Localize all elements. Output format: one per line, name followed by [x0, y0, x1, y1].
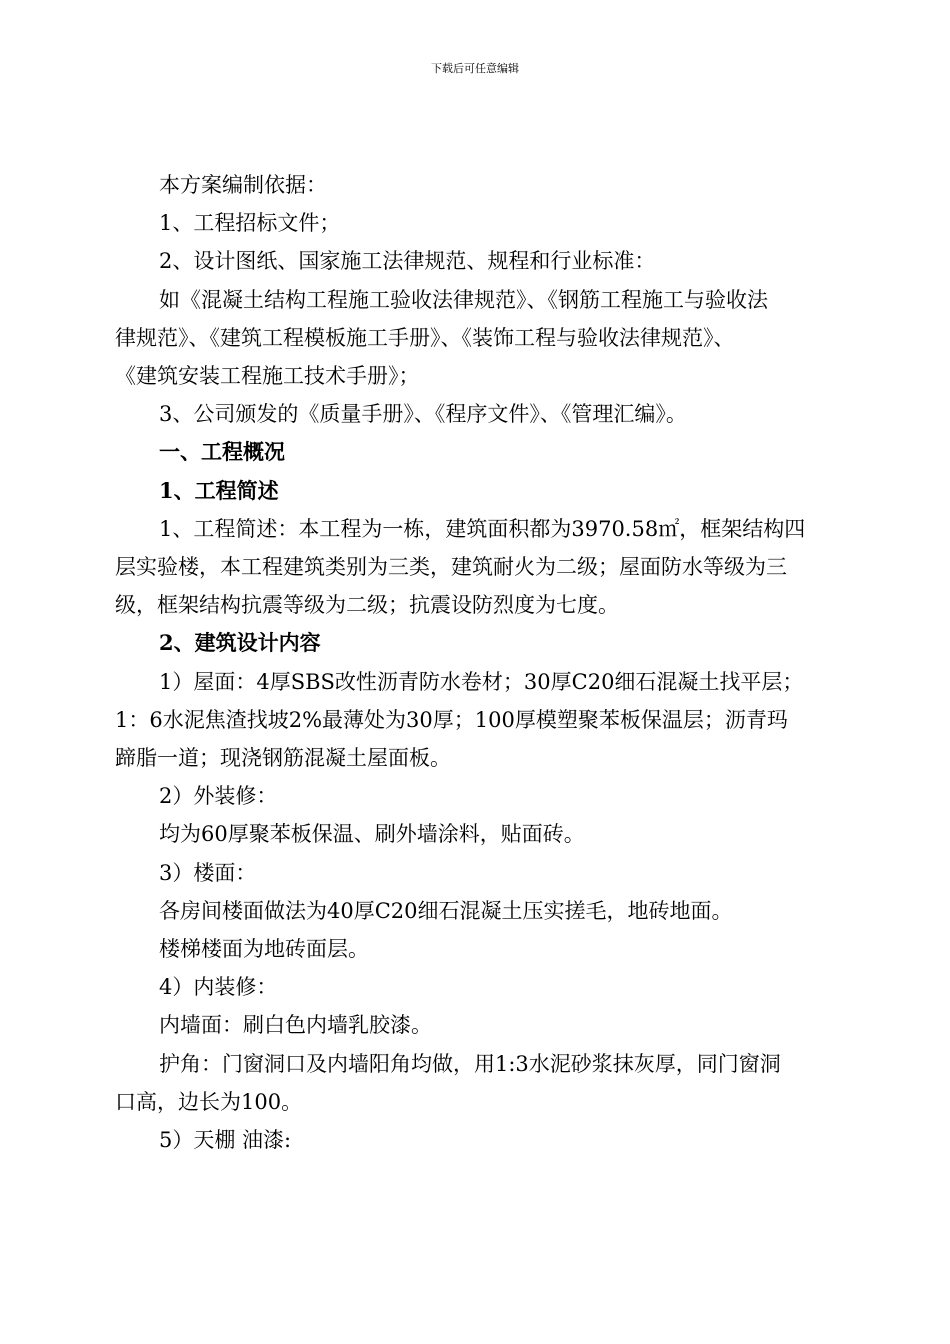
text-line: 本方案编制依据： — [159, 173, 327, 197]
section-heading: 2、建筑设计内容 — [159, 630, 321, 656]
document-body — [115, 166, 837, 1159]
header-note: 下载后可任意编辑 — [431, 62, 519, 75]
text-line: 《建筑安装工程施工技术手册》； — [115, 364, 420, 389]
text-line: 3、公司颁发的《质量手册》、《程序文件》、《管理汇编》。 — [159, 402, 687, 427]
text-line: 楼梯楼面为地砖面层。 — [159, 937, 369, 962]
text-line: 如《混凝土结构工程施工验收法律规范》、《钢筋工程施工与验收法 — [159, 287, 768, 312]
text-line: 口高，边长为100。 — [115, 1089, 303, 1114]
text-line: 内墙面：刷白色内墙乳胶漆。 — [159, 1013, 432, 1038]
text-line: 2、设计图纸、国家施工法律规范、规程和行业标准： — [159, 249, 656, 274]
text-line: 1：6水泥焦渣找坡2%最薄处为30厚；100厚模塑聚苯板保温层；沥青玛 — [115, 707, 788, 732]
section-heading: 一、工程概况 — [159, 439, 285, 465]
text-line: 3）楼面： — [159, 860, 257, 885]
text-line: 2）外装修： — [159, 784, 278, 809]
text-line: 4）内装修： — [159, 975, 278, 1000]
section-heading: 1、工程简述 — [159, 477, 279, 503]
text-line: 层实验楼，本工程建筑类别为三类，建筑耐火为二级；屋面防水等级为三 — [115, 555, 787, 580]
text-line: 均为60厚聚苯板保温、刷外墙涂料，贴面砖。 — [159, 822, 585, 847]
text-line: 1、工程招标文件； — [159, 211, 341, 236]
text-line: 律规范》、《建筑工程模板施工手册》、《装饰工程与验收法律规范》、 — [115, 325, 735, 350]
text-line: 1）屋面：4厚SBS改性沥青防水卷材；30厚C20细石混凝土找平层； — [159, 669, 804, 694]
text-line: 5）天棚 油漆: — [159, 1128, 292, 1153]
text-line: 级，框架结构抗震等级为二级；抗震设防烈度为七度。 — [115, 593, 619, 618]
text-line: 蹄脂一道；现浇钢筋混凝土屋面板。 — [115, 746, 451, 771]
text-line: 护角：门窗洞口及内墙阳角均做，用1:3水泥砂浆抹灰厚，同门窗洞 — [159, 1051, 781, 1076]
text-line: 各房间楼面做法为40厚C20细石混凝土压实搓毛，地砖地面。 — [159, 898, 733, 923]
text-line: 1、工程简述：本工程为一栋，建筑面积都为3970.58㎡，框架结构四 — [159, 516, 806, 541]
